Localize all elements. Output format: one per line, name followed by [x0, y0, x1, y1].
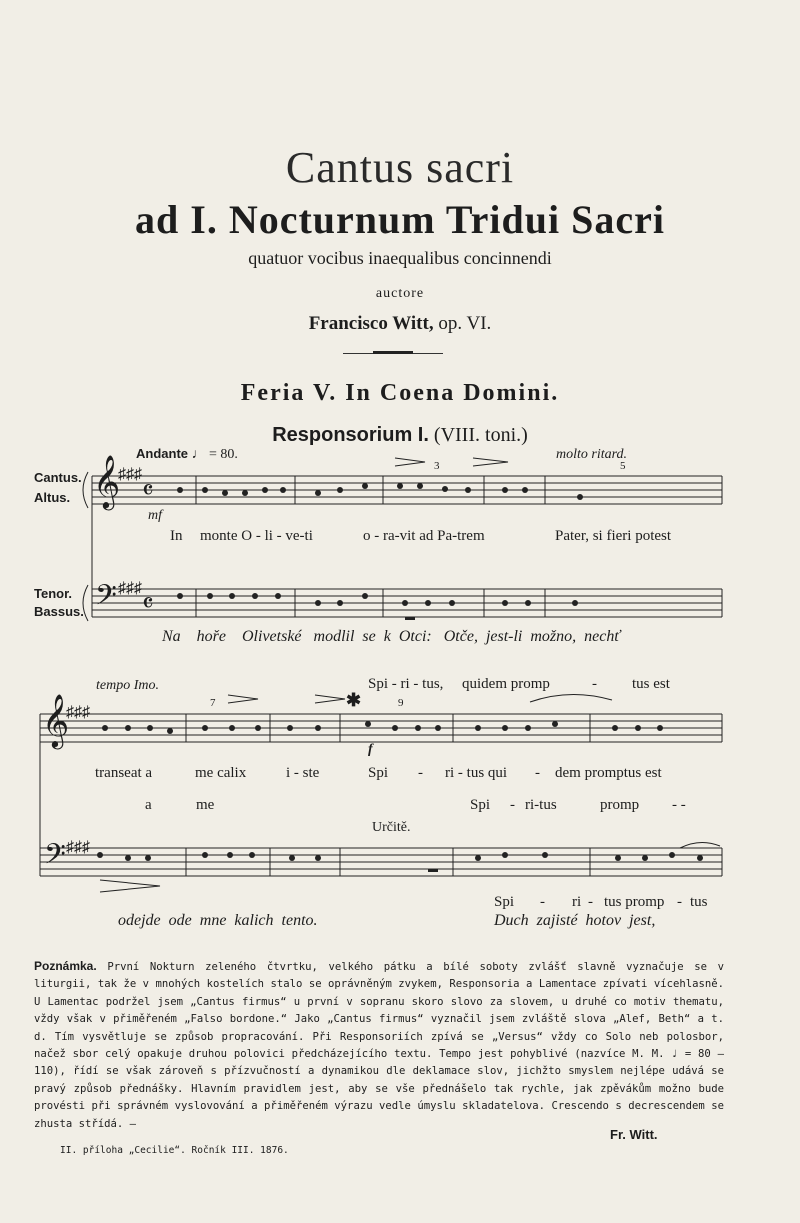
- subtitle: quatuor vocibus inaequalibus concinnendi: [248, 248, 552, 268]
- responsorium-tone: (VIII. toni.): [433, 424, 528, 446]
- tempo-imo: tempo Imo.: [96, 678, 159, 693]
- lyric-s2-mid-8: dem promptus est: [555, 765, 662, 781]
- lyric-s1-2: monte O - li - ve-ti: [200, 528, 313, 544]
- tenor-label: Tenor.: [34, 586, 73, 601]
- note-text: První Nokturn zeleného čtvrtku, velkého pátku a bílé soboty zvlášť slavně vyznačuje se v liturgii, tak že v mnohých kostelích stalo se oprávněným zvykem, Responsoria a Lamentace zpívati vícehlasně. U Lamentac podržel jsem „Cantus firmus“ u první v sopranu skoro slovo za slovem, u druhé co motiv thematu, vždy však v přiměřeném „Falso bordone.“ Jako „Cantus firmus“ vyznačil jsem zvláště slova „Alef, Beth“ a t. d. Tím vysvětluje se způsob propracování. Při Responsoriích zpívá se „Versus“ vždy co Solo neb polosbor, načež sbor celý opakuje druhou polovici předcházejícího textu. Tempo jest pohyblivé (nazvíce M. M. ♩ = 80 — 110), řídí se však zároveň s přízvučností a dynamikou dle deklamace slov, jichžto smyslem nejlépe udává se pravý způsob přednášky. Hlavním pravidlem jest, aby se vše přednášelo tak rychle, jak zpěvákům možno bude provésti při správném vyslovování a přiměřeném výrazu vedle úmyslu skladatelova. Crescendo s decrescendem se zhusta střídá. —: [34, 961, 724, 1130]
- lyric-s2-top-1: Spi - ri - tus,: [368, 676, 444, 692]
- title-line-1: Cantus sacri: [285, 143, 515, 192]
- lyric-s2-low-2: me: [196, 797, 215, 813]
- crescendo-hairpin-1: [395, 458, 425, 466]
- key-signature-icon-2: ♯♯♯: [118, 580, 142, 597]
- lyric-s1-3: o - ra-vit ad Pa-trem: [363, 528, 485, 544]
- lyric-s2-top-4: tus est: [632, 676, 670, 692]
- signature: Fr. Witt.: [610, 1127, 658, 1142]
- notes-system1-lower: [177, 593, 578, 606]
- measure-number-5: 5: [620, 460, 626, 472]
- lyric-s2-mid-3: i - ste: [286, 765, 320, 781]
- lyric-s2-bot-6: -: [677, 894, 682, 910]
- common-time-icon: 𝄴: [142, 476, 154, 505]
- triplet-mark: 3: [434, 460, 440, 472]
- opus-number: op. VI.: [438, 313, 492, 334]
- key-signature-icon-3: ♯♯♯: [66, 704, 90, 721]
- lyric-s2-mid-4: Spi: [368, 765, 389, 781]
- composer-name: Francisco Witt,: [308, 313, 434, 334]
- lyric-s2-bot-4: -: [588, 894, 593, 910]
- lyric-s2-mid-2: me calix: [195, 765, 247, 781]
- key-signature-icon-4: ♯♯♯: [66, 839, 90, 856]
- decrescendo-hairpin-1: [315, 695, 345, 703]
- dynamic-f: f: [368, 742, 373, 757]
- decrescendo-hairpin-2: [100, 880, 160, 892]
- auctore-label: auctore: [375, 286, 425, 301]
- crescendo-hairpin-3: [228, 695, 258, 703]
- barlines-system2: [186, 714, 722, 876]
- lyric-s2-mid-5: -: [418, 765, 423, 781]
- asterisk-icon: ✱: [346, 690, 362, 710]
- slur-2: [680, 842, 720, 848]
- note-label: Poznámka.: [34, 959, 97, 973]
- lyric-s2-top-2: quidem promp: [462, 676, 550, 692]
- staff-system2-upper: [40, 714, 722, 742]
- lyric-s1-4: Pater, si fieri potest: [555, 528, 672, 544]
- lyric-s2-mid-6: ri - tus qui: [445, 765, 508, 781]
- lyric-s2-low-3: Spi: [470, 797, 491, 813]
- feria-heading: Feria V. In Coena Domini.: [240, 380, 560, 406]
- lyric-s2-low-1: a: [145, 797, 152, 813]
- cantus-label: Cantus.: [34, 470, 82, 485]
- lyric-s1-1: In: [170, 528, 183, 544]
- lyric-s2-low-5: ri-tus: [525, 797, 557, 813]
- bass-clef-icon: 𝄢: [95, 579, 117, 619]
- translation-s1: Na hoře Olivetské modlil se k Otci: Otče, jest-li možno, nechť: [162, 628, 621, 645]
- altus-label: Altus.: [34, 490, 71, 505]
- staff-system2-lower: [40, 848, 722, 876]
- responsorium-name: Responsorium I.: [272, 424, 429, 446]
- measure-number-9: 9: [398, 697, 404, 709]
- slur-1: [530, 694, 612, 702]
- lyric-s2-low-6: promp: [600, 797, 640, 813]
- lyric-s2-bot-5: tus promp: [604, 894, 665, 910]
- lyric-s2-bot-2: -: [540, 894, 545, 910]
- lyric-s2-bot-3: ri: [572, 894, 582, 910]
- treble-clef-icon: 𝄞: [93, 454, 121, 508]
- tempo-marking: Andante ♩ = 80.: [136, 446, 238, 462]
- treble-clef-icon-2: 𝄞: [42, 693, 70, 747]
- lyric-s2-top-3: -: [592, 676, 597, 692]
- molto-ritard: molto ritard.: [556, 447, 628, 462]
- bassus-label: Bassus.: [34, 604, 84, 619]
- footer-text: II. příloha „Cecilie“. Ročník III. 1876.: [60, 1145, 289, 1156]
- measure-number-7: 7: [210, 697, 216, 709]
- urcite-direction: Určitě.: [372, 820, 411, 835]
- lyric-s2-low-7: - -: [672, 797, 686, 813]
- key-signature-icon: ♯♯♯: [118, 466, 142, 483]
- title-line-2: ad I. Nocturnum Tridui Sacri: [135, 197, 665, 242]
- staff-system1-upper: [92, 476, 722, 504]
- bass-clef-icon-2: 𝄢: [44, 838, 66, 878]
- lyric-s2-mid-1: transeat a: [95, 765, 153, 781]
- crescendo-hairpin-2: [473, 458, 508, 466]
- dynamic-mf: mf: [148, 508, 162, 523]
- lyric-s2-bot-7: tus: [690, 894, 708, 910]
- lyric-s2-bot-1: Spi: [494, 894, 515, 910]
- translation-s2-a: odejde ode mne kalich tento.: [118, 912, 318, 929]
- lyric-s2-low-4: -: [510, 797, 515, 813]
- translation-s2-b: Duch zajisté hotov jest,: [494, 912, 656, 929]
- lyric-s2-mid-7: -: [535, 765, 540, 781]
- common-time-icon-2: 𝄴: [142, 589, 154, 618]
- note-paragraph: [34, 958, 724, 1133]
